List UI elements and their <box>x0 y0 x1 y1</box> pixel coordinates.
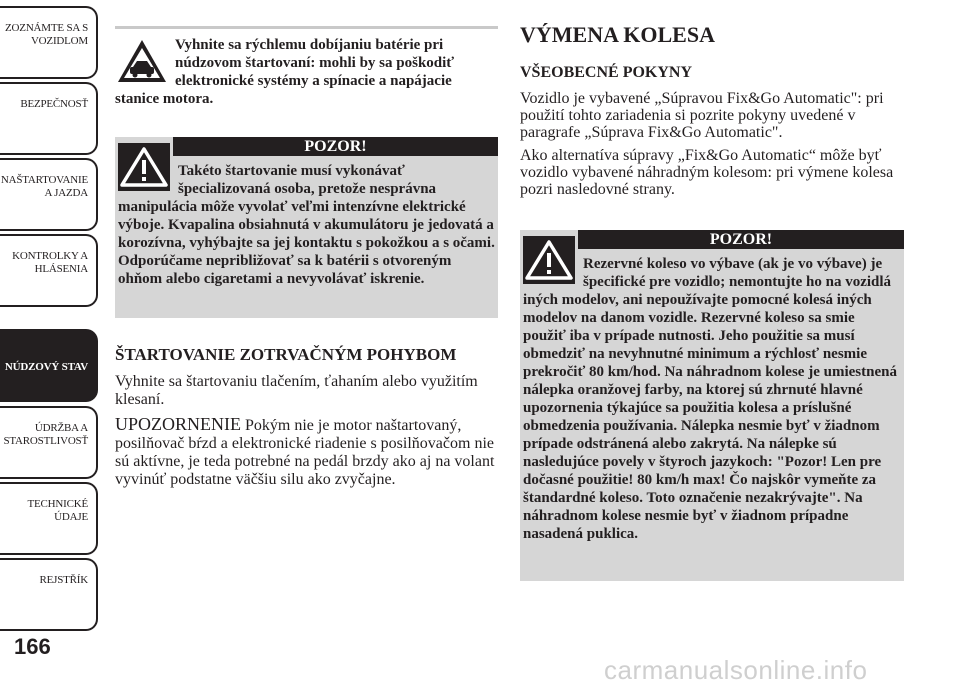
warning-icon <box>118 143 170 191</box>
general-instructions <box>520 90 904 204</box>
tab-label: ZOZNÁMTE SA S VOZIDLOM <box>5 22 88 47</box>
car-battery-icon <box>115 36 169 86</box>
warning-header: POZOR! <box>173 137 498 156</box>
tab-rejstrik[interactable] <box>0 558 98 631</box>
tab-nastartovanie[interactable] <box>0 158 98 231</box>
chapter-tabs <box>0 0 100 686</box>
upozornenie-label: UPOZORNENIE <box>115 414 241 434</box>
paragraph: Ako alternatíva súpravy „Fix&Go Automatic“ môže byť vozidlo vybavené náhradným kolesom: pri výmene kolesa pozri nasledovné strany. <box>520 147 894 198</box>
warning-text: Rezervné koleso vo výbave (ak je vo výbave) je špecifické pre vozidlo; nemontujte ho na vozidlá iných modelov, ani nepoužívajte pomocné kolesá iných modelov na danom vozidle. Rezervné koleso sa smie použiť iba v prípade nutnosti. Jeho použitie sa musí obmedziť na nevyhnutné minimum a rýchlosť nesmie prekročiť 80 km/hod. Na náhradnom kolese je umiestnená nálepka oranžovej farby, na ktorej sú zhrnuté hlavné upozornenia týkajúce sa použitia kolesa a príslušné obmedzenia používania. Nálepka nesmie byť v žiadnom prípade odstránená alebo zakrytá. Na nálepke sú nasledujúce povely v štyroch jazykoch: "Pozor! Len pre dočasné použitie! 80 km/h max! Čo najskôr vymeňte za štandardné koleso. Toto označenie nezakrývajte". Na náhradnom kolese nesmie byť v žiadnom prípadne nasadená puklica. <box>523 256 897 542</box>
tab-nudzovy-stav[interactable] <box>0 329 98 402</box>
page-title: VÝMENA KOLESA <box>520 22 715 47</box>
paragraph: Vyhnite sa štartovaniu tlačením, ťahaním alebo využitím klesaní. <box>115 373 478 408</box>
tab-label: TECHNICKÉ ÚDAJE <box>27 498 88 523</box>
watermark: carmanualsonline.info <box>604 655 868 685</box>
battery-note <box>115 36 498 108</box>
tab-label: REJSTŘÍK <box>39 574 88 586</box>
page-number: 166 <box>14 634 51 659</box>
tab-bezpecnost[interactable] <box>0 82 98 155</box>
tab-technicke-udaje[interactable] <box>0 482 98 555</box>
tab-zoznamte[interactable] <box>0 6 98 79</box>
tab-kontrolky[interactable] <box>0 234 98 307</box>
warning-box-spare-wheel <box>520 230 904 581</box>
paragraph: Vozidlo je vybavené „Súpravou Fix&Go Automatic": pri použití tohto zariadenia si pozrite pokyny uvedené v paragrafe „Súprava Fix&Go Automatic". <box>520 90 884 141</box>
tab-label: NAŠTARTOVANIE A JAZDA <box>0 174 88 199</box>
tab-label: ÚDRŽBA A STAROSTLIVOSŤ <box>3 422 88 447</box>
tab-label: NÚDZOVÝ STAV <box>4 361 88 373</box>
section-title: ŠTARTOVANIE ZOTRVAČNÝM POHYBOM <box>115 345 457 364</box>
section-subtitle: VŠEOBECNÉ POKYNY <box>520 64 693 81</box>
tab-label: BEZPEČNOSŤ <box>20 98 88 110</box>
warning-icon <box>523 236 575 284</box>
tab-label: KONTROLKY A HLÁSENIA <box>12 250 88 275</box>
paragraph-text: Pokým nie je motor naštartovaný, posilňovač bŕzd a elektronické riadenie s posilňovačom nie sú aktívne, je teda potrebné na pedál brzdy ako aj na volant vyvinúť podstatne väčšiu silu ako zvyčajne. <box>115 417 495 488</box>
warning-header: POZOR! <box>578 230 904 249</box>
top-rule <box>115 26 498 29</box>
paragraph <box>115 415 498 489</box>
section-zotrvacny-pohyb <box>115 346 498 495</box>
note-text: Vyhnite sa rýchlemu dobíjaniu batérie pri núdzovom štartovaní: mohli by sa poškodiť elektronické systémy a spínacie a napájacie stanice motora. <box>115 37 455 107</box>
tab-udrzba[interactable] <box>0 406 98 479</box>
warning-text: Takéto štartovanie musí vykonávať špecializovaná osoba, pretože nesprávna manipulácia môže vyvolať veľmi intenzívne elektrické výboje. Kvapalina obsiahnutá v akumulátoru je jedovatá a korozívna, vyhýbajte sa jej kontaktu s pokožkou a s očami. Odporúčame nepribližovať sa k batérii s otvoreným ohňom alebo cigaretami a nevyvolávať iskrenie. <box>118 163 495 287</box>
warning-box-battery <box>115 137 498 318</box>
